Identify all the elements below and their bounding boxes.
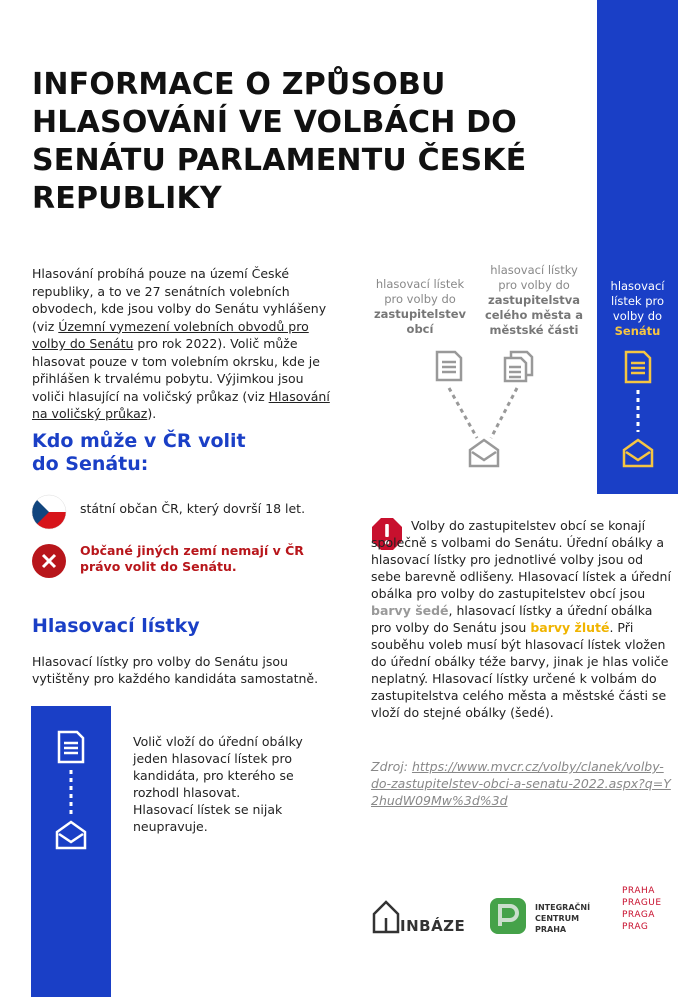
- yellow-ballot-icon: [626, 352, 650, 382]
- senate-ballot-label: [597, 279, 678, 339]
- notice-paragraph: [371, 517, 671, 721]
- integration-centre-logo-icon: [490, 898, 526, 934]
- city-ballots-icon: [505, 352, 532, 381]
- source-link[interactable]: https://www.mvcr.cz/volby/clanek/volby-do-zastupitelstev-obci-a-senatu-2022.aspx?q=Y2hudW09Mw%3d%3d: [371, 759, 671, 808]
- city-ballot-bold: zastupitelstva celého města a městské části: [484, 293, 584, 337]
- dotted-line-left: [449, 388, 477, 438]
- czech-flag-icon: [31, 494, 67, 530]
- territory-link[interactable]: Územní vymezení volebních obvodů pro volby do Senátu: [32, 318, 309, 351]
- praha-line-2: PRAGUE: [622, 898, 662, 908]
- ic-line-2: CENTRUM: [535, 914, 580, 923]
- page-title: INFORMACE O ZPŮSOBU HLASOVÁNÍ VE VOLBÁCH DO SENÁTU PARLAMENTU ČESKÉ REPUBLIKY: [32, 67, 527, 216]
- ic-line-1: INTEGRAČNÍ: [535, 903, 591, 912]
- senate-ballot-pre: hlasovací lístek pro volby do: [610, 279, 665, 323]
- voter-card-link[interactable]: Hlasování na voličský průkaz: [32, 388, 330, 421]
- municipal-ballot-label: [366, 277, 474, 337]
- city-ballot-label: [482, 263, 586, 338]
- integration-centre-logo-text: [535, 902, 590, 935]
- dotted-line-right: [491, 388, 517, 438]
- senate-ballot-diagram: [620, 350, 656, 468]
- grey-envelope-icon: [470, 440, 498, 466]
- ballots-heading: Hlasovací lístky: [32, 615, 200, 637]
- grey-color-word: barvy šedé: [371, 603, 449, 618]
- municipal-ballot-bold: zastupitelstev obcí: [373, 307, 467, 336]
- intro-text-1: Hlasování probíhá pouze na území České republiky, a to ve 27 senátních volebních obvodech, kde jsou volby do Senátu vyhlášeny (viz: [32, 266, 327, 334]
- intro-paragraph: [32, 265, 332, 423]
- source-label: Zdroj:: [371, 759, 412, 774]
- notice-text-2: , hlasovací lístky a úřední obálka pro volby do Senátu jsou: [371, 603, 653, 635]
- white-ballot-icon: [59, 732, 83, 762]
- yellow-color-word: barvy žluté: [530, 620, 610, 635]
- praha-line-4: PRAG: [622, 922, 649, 932]
- voter-instructions: Volič vloží do úřední obálky jeden hlasovací lístek pro kandidáta, pro kterého se rozhodl hlasovat. Hlasovací lístek se nijak neupravuje.: [133, 734, 303, 834]
- forbidden-x-icon: [31, 543, 67, 579]
- voter-ballot-diagram: [54, 730, 88, 850]
- intro-text-3: ).: [147, 406, 157, 421]
- who-can-vote-heading: Kdo může v ČR volit do Senátu:: [32, 430, 246, 475]
- notice-text-3: . Při souběhu voleb musí být hlasovací lístek vložen do úřední obálky téže barvy, jinak je hlas voliče neplatný. Hlasovací lístky určené k volbám do zastupitelstva celého města a městské části se vloží do stejné obálky (šedé).: [371, 620, 669, 720]
- grey-ballot-diagram: [425, 348, 545, 470]
- praha-logo: [622, 885, 672, 933]
- inbaze-logo-icon: [372, 900, 400, 934]
- municipal-ballot-pre: hlasovací lístek pro volby do: [375, 277, 465, 306]
- praha-line-3: PRAGA: [622, 910, 655, 920]
- ic-line-3: PRAHA: [535, 925, 567, 934]
- white-envelope-icon: [57, 822, 85, 848]
- inbaze-logo-text: INBÁZE: [400, 917, 466, 935]
- foreign-citizens-notice: Občané jiných zemí nemají v ČR právo volit do Senátu.: [80, 543, 304, 574]
- citizen-requirement: státní občan ČR, který dovrší 18 let.: [80, 501, 306, 516]
- praha-line-1: PRAHA: [622, 886, 655, 896]
- notice-text-1: Volby do zastupitelstev obcí se konají společně s volbami do Senátu. Úřední obálky a hlasovací lístky pro jednotlivé volby jsou od sebe barevně odlišeny. Hlasovací lístek a úřední obálka pro volby do zastupitelstev obcí jsou: [371, 518, 671, 601]
- yellow-envelope-icon: [624, 440, 652, 466]
- intro-text-2: pro rok 2022). Volič může hlasovat pouze v tom volebním okrsku, kde je přihlášen k trvalému pobytu. Výjimkou jsou voliči hlasující na voličský průkaz (viz: [32, 336, 320, 404]
- source-citation: [371, 758, 671, 809]
- ballots-description: Hlasovací lístky pro volby do Senátu jsou vytištěny pro každého kandidáta samostatně.: [32, 654, 319, 686]
- city-ballot-pre: hlasovací lístky pro volby do: [490, 263, 578, 292]
- municipal-ballot-icon: [437, 352, 461, 380]
- senate-ballot-bold: Senátu: [614, 324, 661, 338]
